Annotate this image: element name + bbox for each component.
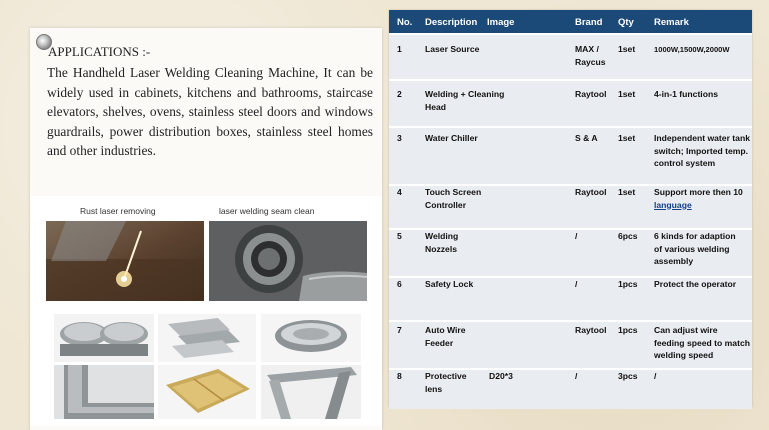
- applications-title: APPLICATIONS :-: [48, 44, 151, 59]
- header-qty: Qty: [618, 17, 634, 28]
- row-description: Auto Wire Feeder: [425, 325, 466, 348]
- table-row: [389, 126, 752, 184]
- row-brand: /: [575, 279, 578, 289]
- row-no: 6: [397, 279, 402, 289]
- row-remark: Independent water tank switch; Imported temp. control system: [654, 133, 750, 168]
- row-description: Touch Screen Controller: [425, 187, 482, 210]
- row-description: Welding + Cleaning Head: [425, 89, 505, 112]
- language-link[interactable]: language: [654, 199, 692, 210]
- row-no: 7: [397, 325, 402, 335]
- caption-rust-removing: Rust laser removing: [80, 206, 156, 216]
- seam-clean-photo: [209, 221, 367, 301]
- table-row: [389, 33, 752, 79]
- row-description-extra: D20*3: [489, 371, 513, 381]
- row-remark: [654, 186, 750, 211]
- rust-removal-photo: [46, 221, 204, 301]
- photo-collage: [30, 196, 382, 426]
- caption-seam-clean: laser welding seam clean: [219, 206, 315, 216]
- row-description: Water Chiller: [425, 133, 478, 143]
- row-remark: Protect the operator: [654, 279, 737, 289]
- row-qty: 1set: [618, 187, 636, 197]
- steel-trays-photo: [158, 314, 256, 362]
- row-qty: 6pcs: [618, 231, 638, 241]
- row-no: 4: [397, 187, 402, 197]
- steel-frame-photo: [261, 365, 361, 419]
- row-brand: Raytool: [575, 325, 607, 335]
- applications-description: The Handheld Laser Welding Cleaning Machine, It can be widely used in cabinets, kitchens and bathrooms, staircase elevators, shelves, ovens, stainless steel doors and windows guardrails, power distribution boxes, stainless steel homes and other industries.: [47, 65, 373, 158]
- header-brand: Brand: [575, 17, 603, 28]
- row-no: 8: [397, 371, 402, 381]
- table-row: [389, 276, 752, 320]
- row-brand: /: [575, 231, 578, 241]
- row-qty: 1pcs: [618, 279, 638, 289]
- table-row: [389, 79, 752, 126]
- header-no: No.: [397, 17, 413, 28]
- row-no: 5: [397, 231, 402, 241]
- row-qty: 3pcs: [618, 371, 638, 381]
- row-description: Protective lens: [425, 371, 467, 394]
- row-remark: 4-in-1 functions: [654, 89, 718, 99]
- row-remark-text: Support more then 10: [654, 187, 743, 197]
- row-brand: MAX / Raycus: [575, 44, 606, 67]
- row-no: 3: [397, 133, 402, 143]
- component-table: [389, 10, 752, 407]
- row-remark: 1000W,1500W,2000W: [654, 45, 730, 54]
- row-description: Welding Nozzels: [425, 231, 459, 254]
- header-description: Description: [425, 17, 478, 28]
- row-brand: Raytool: [575, 89, 607, 99]
- table-header: [389, 10, 752, 33]
- row-remark: /: [654, 371, 657, 381]
- header-image: Image: [487, 17, 515, 28]
- table-row: [389, 228, 752, 276]
- row-brand: S & A: [575, 133, 598, 143]
- header-remark: Remark: [654, 17, 689, 28]
- brass-plate-photo: [158, 365, 256, 419]
- row-no: 1: [397, 44, 402, 54]
- row-qty: 1set: [618, 44, 636, 54]
- table-row: [389, 320, 752, 368]
- row-description: Laser Source: [425, 44, 480, 54]
- bent-steel-photo: [54, 365, 154, 419]
- row-remark: 6 kinds for adaption of various welding assembly: [654, 231, 736, 266]
- table-row: [389, 368, 752, 409]
- steel-pot-photo: [261, 314, 361, 362]
- row-remark: Can adjust wire feeding speed to match welding speed: [654, 325, 750, 360]
- row-qty: 1set: [618, 133, 636, 143]
- row-description: Safety Lock: [425, 279, 474, 289]
- table-row: [389, 184, 752, 228]
- row-qty: 1pcs: [618, 325, 638, 335]
- row-brand: Raytool: [575, 187, 607, 197]
- row-no: 2: [397, 89, 402, 99]
- kitchen-sink-photo: [54, 314, 154, 362]
- row-brand: /: [575, 371, 578, 381]
- row-qty: 1set: [618, 89, 636, 99]
